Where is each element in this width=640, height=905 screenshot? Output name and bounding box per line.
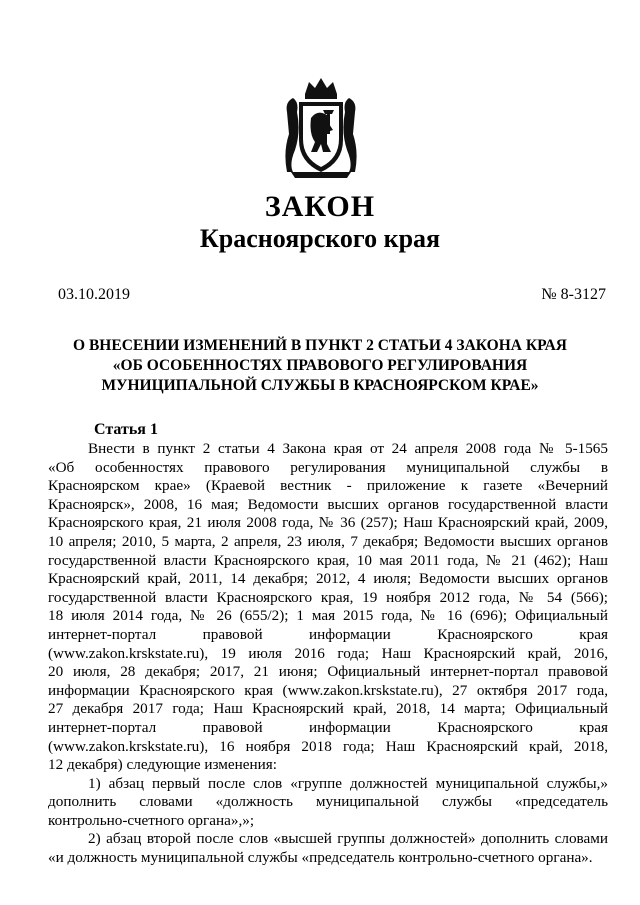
- heading-line: МУНИЦИПАЛЬНОЙ СЛУЖБЫ В КРАСНОЯРСКОМ КРАЕ»: [101, 377, 539, 394]
- body-line: 10 апреля; 2010, 5 марта, 2 апреля, 23 июля, 7 декабря; Ведомости высших органов: [48, 532, 608, 550]
- body-line: (www.zakon.krskstate.ru), 16 ноября 2018 года; Наш Красноярский край, 2018,: [48, 737, 608, 755]
- body-line: 2) абзац второй после слов «высшей группы должностей» дополнить словами: [88, 830, 608, 848]
- body-line: 12 декабря) следующие изменения:: [48, 756, 277, 774]
- body-line: информации Красноярского края (www.zakon.krskstate.ru), 27 октября 2017 года,: [48, 681, 608, 699]
- body-line: интернет-портал правовой информации Красноярского края: [48, 718, 608, 736]
- body-line: государственной власти Красноярского края, 10 мая 2011 года, № 21 (462); Наш: [48, 551, 608, 569]
- body-line: 27 декабря 2017 года; Наш Красноярский край, 2018, 14 марта; Официальный: [48, 700, 608, 718]
- coat-of-arms-emblem: [283, 72, 359, 182]
- body-line: 1) абзац первый после слов «группе должностей муниципальной службы,»: [88, 774, 608, 792]
- article-title: Статья 1: [94, 421, 158, 438]
- body-line: интернет-портал правовой информации Красноярского края: [48, 625, 608, 643]
- law-heading: [40, 336, 600, 396]
- body-line: Внести в пункт 2 статьи 4 Закона края от 24 апреля 2008 года № 5-1565: [88, 440, 608, 457]
- body-line: (www.zakon.krskstate.ru), 19 июля 2016 года; Наш Красноярский край, 2016,: [48, 644, 608, 662]
- body-line: дополнить словами «должность муниципальной службы «председатель: [48, 793, 608, 811]
- law-number: № 8-3127: [541, 286, 606, 303]
- body-line: контрольно-счетного органа»,»;: [48, 811, 255, 829]
- law-date: 03.10.2019: [58, 286, 130, 303]
- document-title: ЗАКОН: [264, 190, 376, 223]
- body-line: Красноярском крае» (Краевой вестник - приложение к газете «Вечерний: [48, 477, 608, 495]
- body-line: Красноярский край, 2011, 14 декабря; 2012, 4 июля; Ведомости высших органов: [48, 570, 608, 588]
- heading-line: «ОБ ОСОБЕННОСТЯХ ПРАВОВОГО РЕГУЛИРОВАНИЯ: [112, 357, 528, 374]
- body-line: 20 июля, 28 декабря; 2017, 21 июня; Официальный интернет-портал правовой: [48, 663, 608, 681]
- heading-line: О ВНЕСЕНИИ ИЗМЕНЕНИЙ В ПУНКТ 2 СТАТЬИ 4 ЗАКОНА КРАЯ: [73, 337, 567, 354]
- article-body: [48, 440, 608, 868]
- body-line: 18 июля 2014 года, № 26 (655/2); 1 мая 2015 года, № 16 (696); Официальный: [48, 607, 608, 625]
- body-line: «Об особенностях правового регулирования муниципальной службы в: [48, 458, 608, 476]
- body-line: Красноярск», 2008, 16 мая; Ведомости высших органов государственной власти: [48, 495, 608, 513]
- body-line: государственной власти Красноярского края, 19 ноября 2012 года, № 54 (566);: [48, 588, 608, 606]
- body-line: «и должность муниципальной службы «председатель контрольно-счетного органа».: [48, 849, 593, 867]
- body-line: Красноярского края, 21 июля 2008 года, № 36 (257); Наш Красноярский край, 2009,: [48, 514, 608, 532]
- coat-of-arms-icon: [283, 72, 359, 182]
- document-subtitle: Красноярского края: [199, 224, 441, 253]
